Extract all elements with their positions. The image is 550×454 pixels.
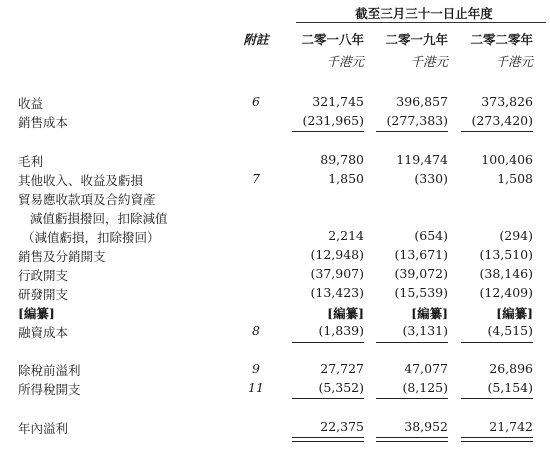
- subtotal-rule: [292, 131, 364, 132]
- row-note-finance-costs: 8: [252, 323, 260, 338]
- admin-expenses-2018: (37,907): [310, 266, 364, 281]
- unit-label-2020: 千港元: [495, 54, 533, 69]
- row-label-profit-for-year: 年內溢利: [18, 421, 69, 436]
- other-income-2019: (330): [414, 171, 448, 186]
- header-rule: [296, 22, 546, 23]
- subtotal-rule: [292, 342, 364, 343]
- year-header-2019: 二零一九年: [385, 32, 448, 47]
- rd-expenses-2020: (12,409): [479, 285, 533, 300]
- cost-of-sales-2018: (231,965): [302, 113, 364, 128]
- row-label-income-tax: 所得稅開支: [18, 382, 81, 397]
- subtotal-rule: [376, 131, 448, 132]
- total-double-rule: [376, 437, 448, 442]
- other-income-2020: 1,508: [497, 171, 533, 186]
- total-double-rule: [461, 437, 533, 442]
- revenue-2019: 396,857: [396, 94, 448, 109]
- redacted-2018: [編纂]: [327, 306, 364, 321]
- gross-profit-2018: 89,780: [320, 152, 364, 167]
- admin-expenses-2020: (38,146): [479, 266, 533, 281]
- row-label-rd-expenses: 研發開支: [18, 287, 69, 302]
- impairment-2020: (294): [499, 228, 533, 243]
- row-label-redacted: [編纂]: [18, 306, 55, 321]
- impairment-2019: (654): [414, 228, 448, 243]
- subtotal-rule: [461, 398, 533, 399]
- redacted-2019: [編纂]: [411, 306, 448, 321]
- row-note-other-income: 7: [252, 171, 260, 186]
- row-label-revenue: 收益: [18, 96, 44, 111]
- profit-for-year-2018: 22,375: [320, 419, 364, 434]
- rd-expenses-2018: (13,423): [310, 285, 364, 300]
- gross-profit-2020: 100,406: [481, 152, 533, 167]
- admin-expenses-2019: (39,072): [394, 266, 448, 281]
- row-label-profit-before-tax: 除稅前溢利: [18, 363, 81, 378]
- row-label-finance-costs: 融資成本: [18, 325, 69, 340]
- row-label-selling-expenses: 銷售及分銷開支: [18, 249, 106, 264]
- selling-expenses-2018: (12,948): [310, 247, 364, 262]
- row-label-impairment-line2: 減值虧損撥回，扣除減值: [30, 211, 168, 226]
- row-label-impairment-line3: （減值虧損，扣除撥回）: [22, 230, 160, 245]
- impairment-2018: 2,214: [328, 228, 364, 243]
- year-header-2020: 二零二零年: [470, 32, 533, 47]
- year-header-2018: 二零一八年: [301, 32, 364, 47]
- income-tax-2019: (8,125): [402, 380, 448, 395]
- finance-costs-2020: (4,515): [487, 323, 533, 338]
- revenue-2018: 321,745: [312, 94, 364, 109]
- cost-of-sales-2020: (273,420): [471, 113, 533, 128]
- profit-for-year-2019: 38,952: [404, 419, 448, 434]
- income-tax-2020: (5,154): [487, 380, 533, 395]
- row-label-impairment-line1: 貿易應收款項及合約資產: [18, 192, 156, 207]
- subtotal-rule: [292, 398, 364, 399]
- row-label-gross-profit: 毛利: [18, 154, 44, 169]
- row-note-revenue: 6: [252, 94, 260, 109]
- profit-before-tax-2018: 27,727: [320, 361, 364, 376]
- row-note-income-tax: 11: [248, 380, 264, 395]
- unit-label-2019: 千港元: [410, 54, 448, 69]
- finance-costs-2018: (1,839): [318, 323, 364, 338]
- subtotal-rule: [461, 131, 533, 132]
- row-label-other-income: 其他收入、收益及虧損: [18, 173, 144, 188]
- selling-expenses-2019: (13,671): [394, 247, 448, 262]
- revenue-2020: 373,826: [481, 94, 533, 109]
- unit-label-2018: 千港元: [326, 54, 364, 69]
- total-double-rule: [292, 437, 364, 442]
- income-tax-2018: (5,352): [318, 380, 364, 395]
- period-header: 截至三月三十一日止年度: [355, 6, 493, 21]
- other-income-2018: 1,850: [328, 171, 364, 186]
- rd-expenses-2019: (15,539): [394, 285, 448, 300]
- row-label-cost-of-sales: 銷售成本: [18, 115, 69, 130]
- gross-profit-2019: 119,474: [396, 152, 448, 167]
- subtotal-rule: [461, 342, 533, 343]
- subtotal-rule: [376, 398, 448, 399]
- row-label-admin-expenses: 行政開支: [18, 268, 69, 283]
- row-note-profit-before-tax: 9: [252, 361, 260, 376]
- note-column-header: 附註: [243, 32, 269, 47]
- profit-for-year-2020: 21,742: [489, 419, 533, 434]
- selling-expenses-2020: (13,510): [479, 247, 533, 262]
- subtotal-rule: [376, 342, 448, 343]
- cost-of-sales-2019: (277,383): [386, 113, 448, 128]
- profit-before-tax-2020: 26,896: [489, 361, 533, 376]
- finance-costs-2019: (3,131): [402, 323, 448, 338]
- profit-before-tax-2019: 47,077: [404, 361, 448, 376]
- redacted-2020: [編纂]: [496, 306, 533, 321]
